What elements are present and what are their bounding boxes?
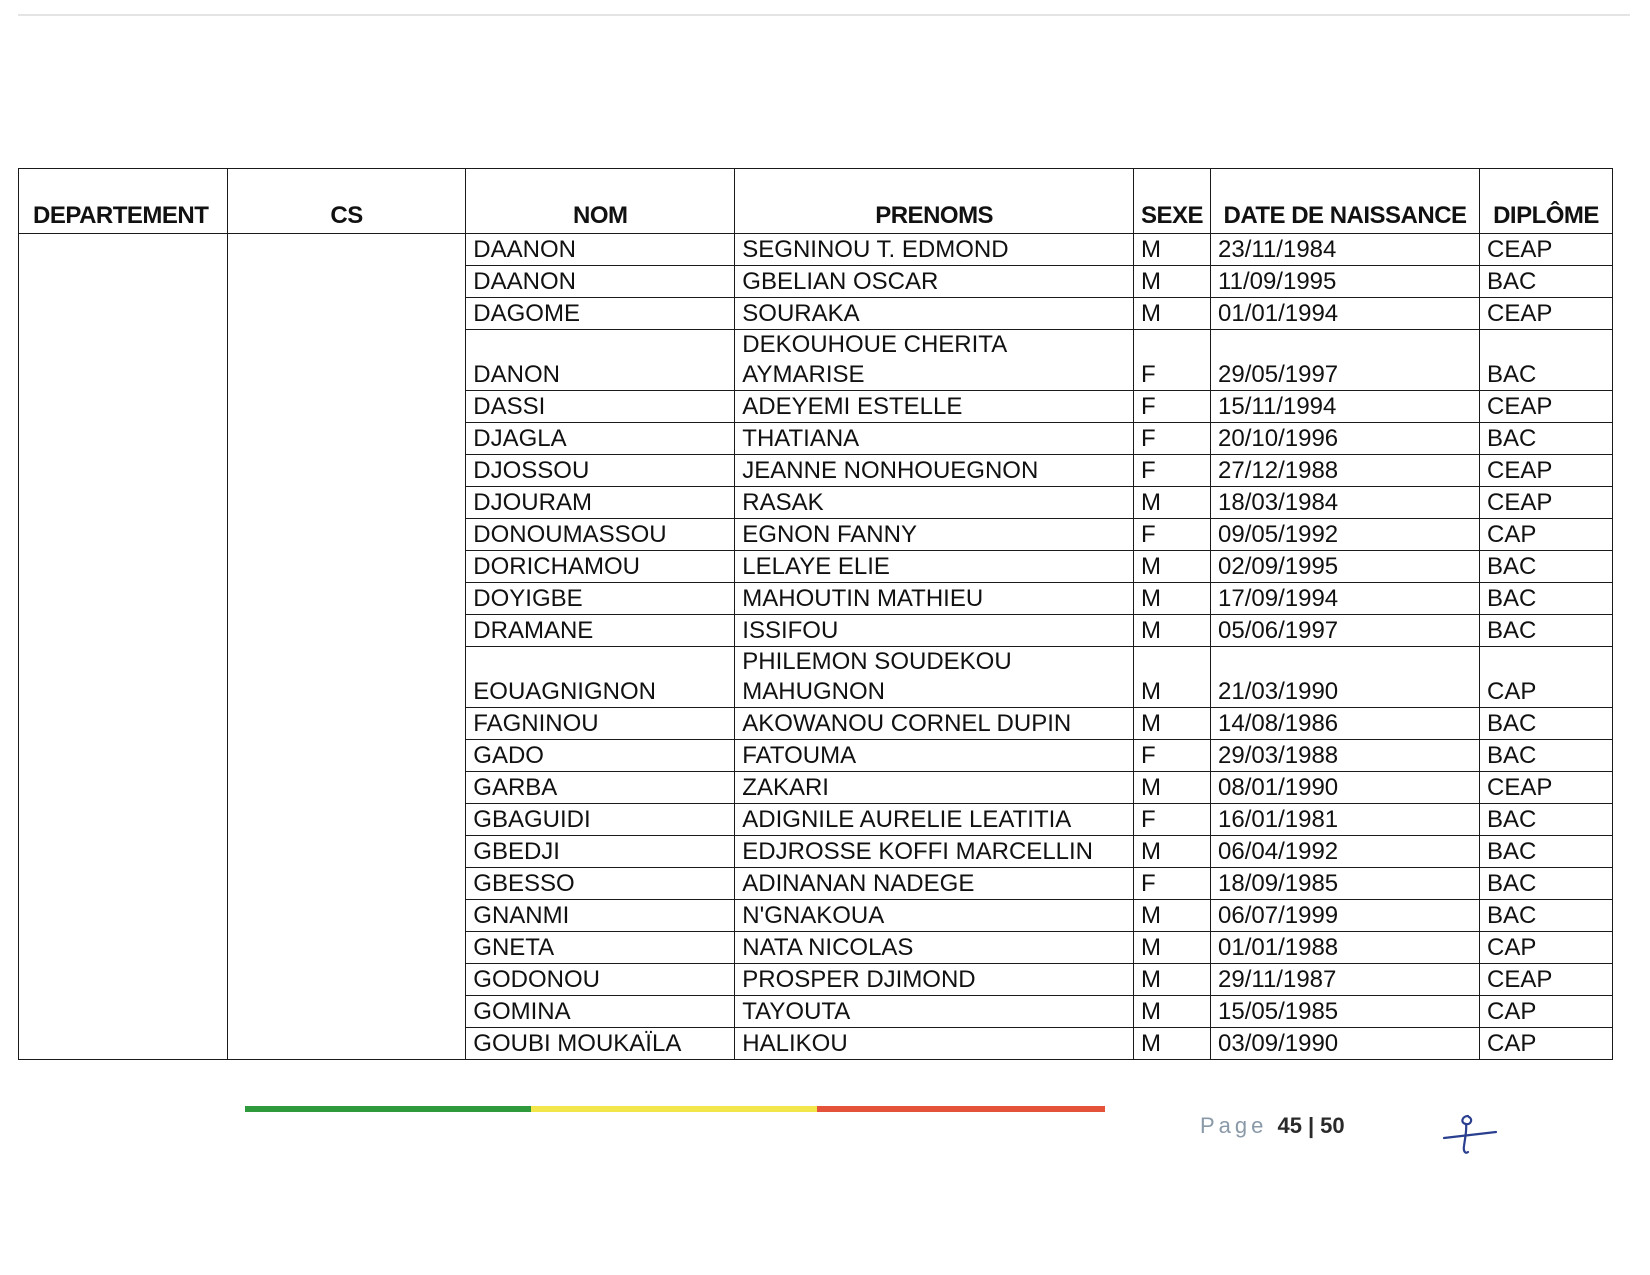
cell-diplome: CAP: [1480, 996, 1613, 1028]
flag-red-segment: [817, 1106, 1105, 1112]
cell-diplome: BAC: [1480, 266, 1613, 298]
cell-nom: DASSI: [466, 391, 735, 423]
cell-nom: EOUAGNIGNON: [466, 647, 735, 708]
cell-sexe: M: [1134, 487, 1211, 519]
cell-sexe: M: [1134, 583, 1211, 615]
cell-date-naissance: 29/05/1997: [1211, 330, 1480, 391]
cell-diplome: BAC: [1480, 804, 1613, 836]
cell-nom: DORICHAMOU: [466, 551, 735, 583]
cell-prenoms: ISSIFOU: [735, 615, 1134, 647]
cell-sexe: F: [1134, 868, 1211, 900]
cell-nom: GODONOU: [466, 964, 735, 996]
cell-prenoms: SEGNINOU T. EDMOND: [735, 234, 1134, 266]
col-header-cs: CS: [227, 169, 465, 234]
cell-sexe: M: [1134, 836, 1211, 868]
cell-departement: [19, 234, 228, 1060]
cell-nom: DAANON: [466, 234, 735, 266]
cell-diplome: BAC: [1480, 900, 1613, 932]
cell-date-naissance: 01/01/1988: [1211, 932, 1480, 964]
cell-date-naissance: 15/11/1994: [1211, 391, 1480, 423]
cell-date-naissance: 21/03/1990: [1211, 647, 1480, 708]
cell-prenoms: DEKOUHOUE CHERITA AYMARISE: [735, 330, 1134, 391]
cell-diplome: CAP: [1480, 1028, 1613, 1060]
flag-color-bar: [245, 1106, 1105, 1112]
cell-date-naissance: 29/11/1987: [1211, 964, 1480, 996]
cell-nom: GADO: [466, 740, 735, 772]
cell-date-naissance: 29/03/1988: [1211, 740, 1480, 772]
cell-diplome: CAP: [1480, 519, 1613, 551]
cell-prenoms: GBELIAN OSCAR: [735, 266, 1134, 298]
flag-yellow-segment: [531, 1106, 817, 1112]
cell-nom: GARBA: [466, 772, 735, 804]
cell-sexe: M: [1134, 615, 1211, 647]
cell-nom: GNETA: [466, 932, 735, 964]
page-separator: |: [1308, 1113, 1315, 1138]
cell-date-naissance: 27/12/1988: [1211, 455, 1480, 487]
cell-nom: GBESSO: [466, 868, 735, 900]
table-row: [19, 234, 1613, 266]
cell-diplome: CAP: [1480, 647, 1613, 708]
cell-nom: DJOURAM: [466, 487, 735, 519]
cell-date-naissance: 11/09/1995: [1211, 266, 1480, 298]
cell-prenoms: AKOWANOU CORNEL DUPIN: [735, 708, 1134, 740]
cell-prenoms: ADEYEMI ESTELLE: [735, 391, 1134, 423]
col-header-departement: DEPARTEMENT: [19, 169, 228, 234]
cell-sexe: M: [1134, 708, 1211, 740]
cell-prenoms: EDJROSSE KOFFI MARCELLIN: [735, 836, 1134, 868]
cell-nom: DAANON: [466, 266, 735, 298]
cell-sexe: M: [1134, 234, 1211, 266]
cell-sexe: M: [1134, 298, 1211, 330]
cell-nom: DRAMANE: [466, 615, 735, 647]
cell-prenoms: ZAKARI: [735, 772, 1134, 804]
cell-date-naissance: 05/06/1997: [1211, 615, 1480, 647]
cell-nom: GOMINA: [466, 996, 735, 1028]
cell-date-naissance: 01/01/1994: [1211, 298, 1480, 330]
cell-date-naissance: 17/09/1994: [1211, 583, 1480, 615]
cell-prenoms: FATOUMA: [735, 740, 1134, 772]
cell-nom: GOUBI MOUKAÏLA: [466, 1028, 735, 1060]
page-total: 50: [1320, 1113, 1345, 1138]
roster-body: [19, 234, 1613, 1060]
cell-prenoms: THATIANA: [735, 423, 1134, 455]
cell-diplome: BAC: [1480, 615, 1613, 647]
cell-sexe: M: [1134, 1028, 1211, 1060]
flag-green-segment: [245, 1106, 531, 1112]
cell-diplome: BAC: [1480, 423, 1613, 455]
handwritten-initial-icon: [1440, 1108, 1500, 1168]
cell-diplome: BAC: [1480, 868, 1613, 900]
cell-date-naissance: 09/05/1992: [1211, 519, 1480, 551]
cell-date-naissance: 08/01/1990: [1211, 772, 1480, 804]
cell-nom: DAGOME: [466, 298, 735, 330]
cell-diplome: CEAP: [1480, 234, 1613, 266]
cell-diplome: BAC: [1480, 330, 1613, 391]
cell-prenoms: HALIKOU: [735, 1028, 1134, 1060]
cell-nom: DONOUMASSOU: [466, 519, 735, 551]
cell-sexe: M: [1134, 932, 1211, 964]
col-header-prenoms: PRENOMS: [735, 169, 1134, 234]
cell-date-naissance: 23/11/1984: [1211, 234, 1480, 266]
cell-cs: [227, 234, 465, 1060]
top-rule: [18, 14, 1630, 16]
cell-prenoms: LELAYE ELIE: [735, 551, 1134, 583]
cell-prenoms: ADIGNILE AURELIE LEATITIA: [735, 804, 1134, 836]
cell-sexe: F: [1134, 423, 1211, 455]
page-label: Page: [1200, 1113, 1268, 1138]
cell-diplome: BAC: [1480, 583, 1613, 615]
cell-date-naissance: 15/05/1985: [1211, 996, 1480, 1028]
cell-sexe: F: [1134, 455, 1211, 487]
cell-nom: DANON: [466, 330, 735, 391]
cell-prenoms: SOURAKA: [735, 298, 1134, 330]
cell-diplome: CEAP: [1480, 487, 1613, 519]
page-current: 45: [1277, 1113, 1302, 1138]
cell-prenoms: TAYOUTA: [735, 996, 1134, 1028]
cell-diplome: CEAP: [1480, 964, 1613, 996]
col-header-sexe: SEXE: [1134, 169, 1211, 234]
cell-sexe: M: [1134, 551, 1211, 583]
header-row: [19, 169, 1613, 234]
cell-date-naissance: 06/07/1999: [1211, 900, 1480, 932]
cell-prenoms: NATA NICOLAS: [735, 932, 1134, 964]
page-number: [1200, 1113, 1345, 1139]
col-header-diplome: DIPLÔME: [1480, 169, 1613, 234]
cell-nom: GBEDJI: [466, 836, 735, 868]
roster-table: [18, 168, 1613, 1060]
cell-date-naissance: 06/04/1992: [1211, 836, 1480, 868]
cell-sexe: F: [1134, 391, 1211, 423]
cell-date-naissance: 18/09/1985: [1211, 868, 1480, 900]
cell-diplome: CEAP: [1480, 772, 1613, 804]
cell-nom: FAGNINOU: [466, 708, 735, 740]
cell-diplome: CEAP: [1480, 298, 1613, 330]
col-header-date-naissance: DATE DE NAISSANCE: [1211, 169, 1480, 234]
cell-sexe: M: [1134, 266, 1211, 298]
cell-sexe: M: [1134, 996, 1211, 1028]
cell-diplome: CAP: [1480, 932, 1613, 964]
cell-prenoms: RASAK: [735, 487, 1134, 519]
cell-diplome: BAC: [1480, 740, 1613, 772]
cell-sexe: F: [1134, 740, 1211, 772]
cell-date-naissance: 14/08/1986: [1211, 708, 1480, 740]
cell-prenoms: ADINANAN NADEGE: [735, 868, 1134, 900]
cell-sexe: F: [1134, 519, 1211, 551]
cell-nom: DOYIGBE: [466, 583, 735, 615]
cell-date-naissance: 02/09/1995: [1211, 551, 1480, 583]
cell-date-naissance: 16/01/1981: [1211, 804, 1480, 836]
cell-diplome: BAC: [1480, 708, 1613, 740]
cell-date-naissance: 20/10/1996: [1211, 423, 1480, 455]
cell-diplome: CEAP: [1480, 455, 1613, 487]
cell-prenoms: N'GNAKOUA: [735, 900, 1134, 932]
cell-sexe: M: [1134, 647, 1211, 708]
cell-nom: GNANMI: [466, 900, 735, 932]
cell-diplome: CEAP: [1480, 391, 1613, 423]
cell-nom: DJAGLA: [466, 423, 735, 455]
cell-date-naissance: 18/03/1984: [1211, 487, 1480, 519]
cell-nom: GBAGUIDI: [466, 804, 735, 836]
col-header-nom: NOM: [466, 169, 735, 234]
cell-date-naissance: 03/09/1990: [1211, 1028, 1480, 1060]
cell-sexe: M: [1134, 772, 1211, 804]
cell-sexe: M: [1134, 964, 1211, 996]
cell-sexe: M: [1134, 900, 1211, 932]
cell-diplome: BAC: [1480, 551, 1613, 583]
cell-prenoms: JEANNE NONHOUEGNON: [735, 455, 1134, 487]
cell-prenoms: MAHOUTIN MATHIEU: [735, 583, 1134, 615]
cell-prenoms: EGNON FANNY: [735, 519, 1134, 551]
cell-prenoms: PROSPER DJIMOND: [735, 964, 1134, 996]
cell-diplome: BAC: [1480, 836, 1613, 868]
cell-nom: DJOSSOU: [466, 455, 735, 487]
cell-prenoms: PHILEMON SOUDEKOU MAHUGNON: [735, 647, 1134, 708]
cell-sexe: F: [1134, 330, 1211, 391]
cell-sexe: F: [1134, 804, 1211, 836]
